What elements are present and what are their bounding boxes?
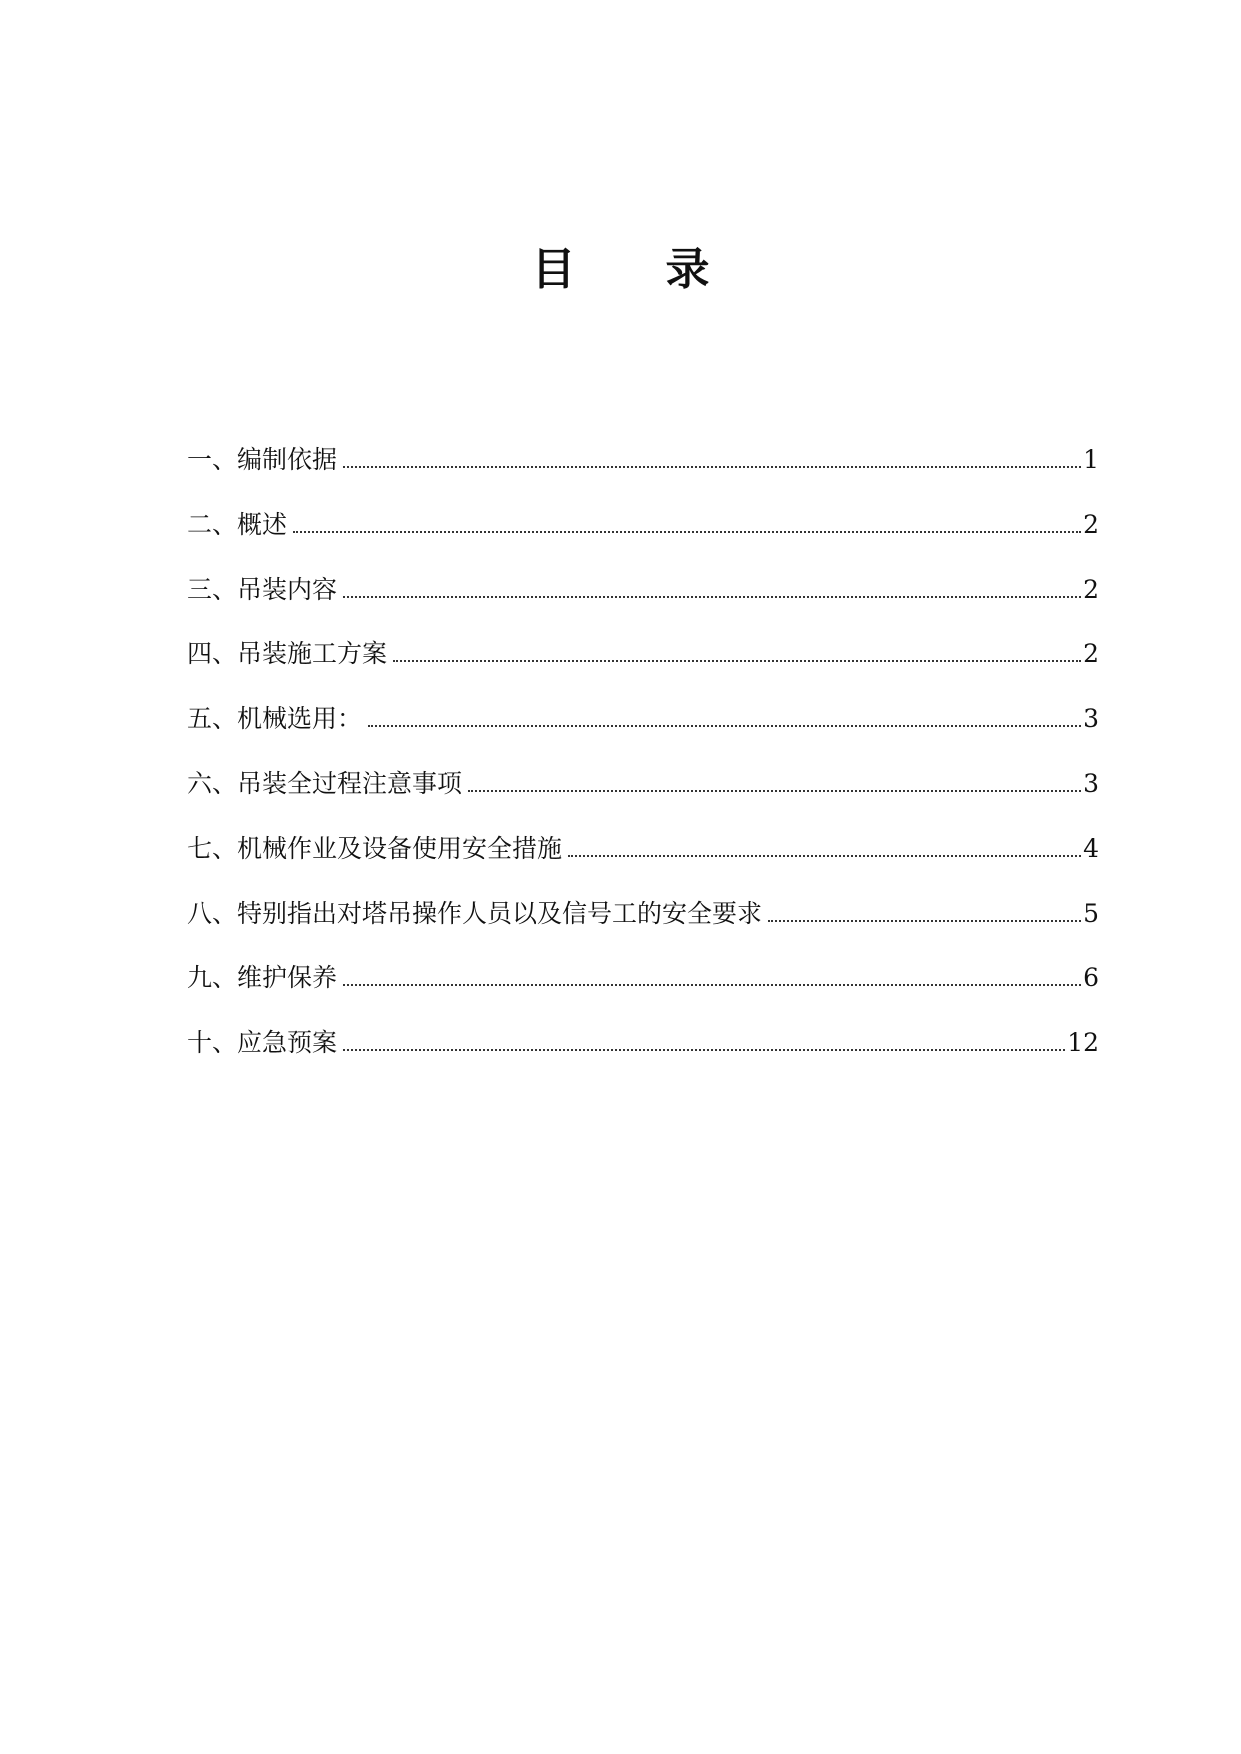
dot-leader [468, 790, 1081, 792]
toc-entry-7[interactable] [187, 832, 1099, 897]
toc-entry-label: 二、概述 [187, 509, 288, 539]
toc-entry-10[interactable] [187, 1026, 1099, 1091]
toc-entry-8[interactable] [187, 897, 1099, 962]
toc-entry-page: 4 [1083, 833, 1099, 863]
toc-entry-page: 2 [1083, 509, 1099, 539]
dot-leader [293, 531, 1081, 533]
toc-entry-label: 十、应急预案 [187, 1028, 338, 1058]
toc-entry-page: 12 [1067, 1028, 1099, 1058]
toc-entry-label: 五、机械选用： [187, 704, 363, 734]
toc-entry-1[interactable] [187, 443, 1099, 508]
dot-leader [368, 725, 1081, 727]
toc-title-char-2: 录 [665, 244, 710, 295]
toc-entry-3[interactable] [187, 573, 1099, 638]
toc-entry-page: 2 [1083, 639, 1099, 669]
toc-entry-page: 6 [1083, 963, 1099, 993]
toc-entry-label: 一、编制依据 [187, 445, 338, 474]
toc-entry-page: 5 [1083, 898, 1099, 928]
toc-entry-9[interactable] [187, 961, 1099, 1026]
toc-entry-label: 七、机械作业及设备使用安全措施 [187, 833, 563, 863]
dot-leader [768, 920, 1081, 922]
toc-entry-label: 六、吊装全过程注意事项 [187, 768, 463, 798]
dot-leader [393, 660, 1081, 662]
toc-entry-page: 3 [1083, 704, 1099, 734]
toc-entry-page: 3 [1083, 768, 1099, 798]
dot-leader [343, 596, 1081, 598]
toc-title [0, 240, 1241, 300]
dot-leader [343, 466, 1081, 468]
toc-entry-6[interactable] [187, 767, 1099, 832]
toc-entry-label: 九、维护保养 [187, 963, 338, 993]
toc-entry-2[interactable] [187, 508, 1099, 573]
toc-entry-5[interactable] [187, 702, 1099, 767]
toc-entry-page: 1 [1083, 445, 1099, 474]
toc-title-char-1: 目 [531, 244, 576, 295]
toc-list [187, 443, 1099, 1091]
dot-leader [343, 1049, 1065, 1051]
toc-entry-label: 四、吊装施工方案 [187, 639, 388, 669]
toc-entry-page: 2 [1083, 574, 1099, 604]
toc-entry-4[interactable] [187, 637, 1099, 702]
toc-entry-label: 三、吊装内容 [187, 574, 338, 604]
toc-entry-label: 八、特别指出对塔吊操作人员以及信号工的安全要求 [187, 898, 763, 928]
dot-leader [343, 984, 1081, 986]
dot-leader [568, 855, 1081, 857]
